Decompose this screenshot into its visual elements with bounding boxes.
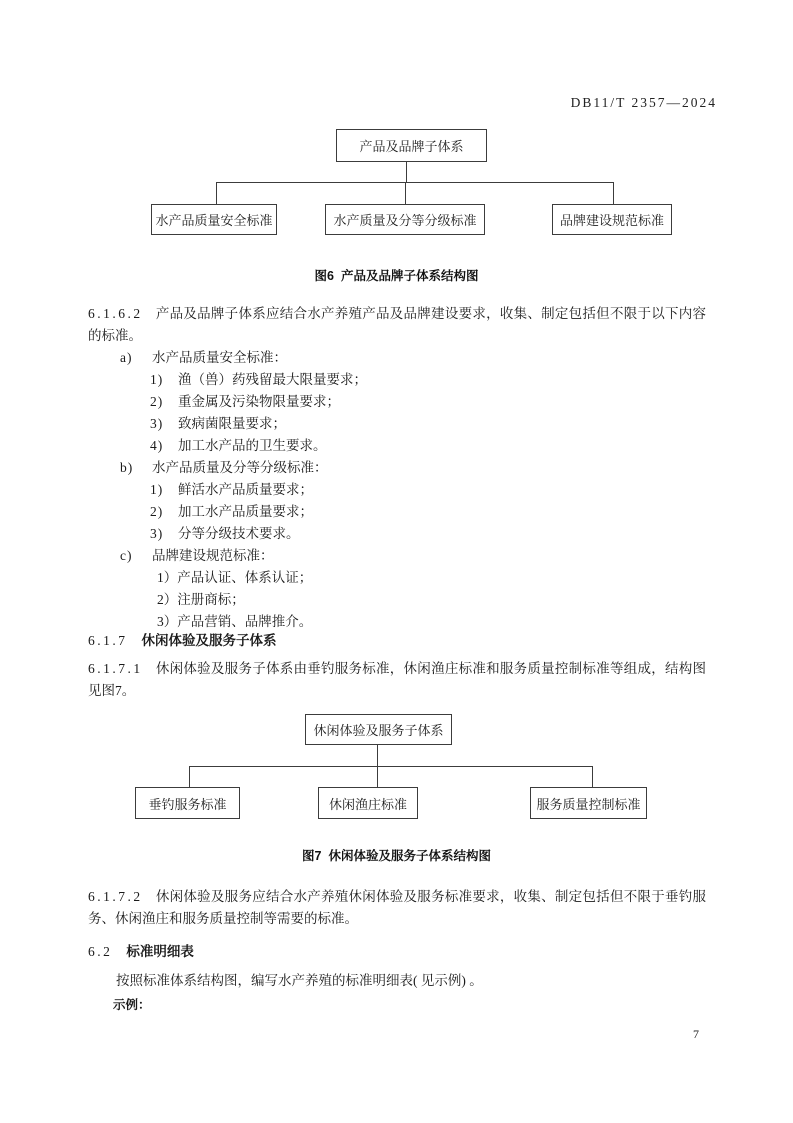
list-text: 加工水产品质量要求； (178, 504, 313, 519)
clause-6-1-7-1-paragraph (88, 658, 706, 702)
list-item-b1 (88, 479, 706, 501)
clause-number: 6.1.7.1 (88, 661, 143, 676)
clause-text: 休闲体验及服务应结合水产养殖休闲体验及服务标准要求，收集、制定包括但不限于垂钓服务、休闲渔庄和服务质量控制等需要的标准。 (88, 889, 706, 926)
list-text: 重金属及污染物限量要求； (178, 394, 340, 409)
figure7-drop-line-3 (592, 766, 593, 787)
list-item-b (88, 457, 706, 479)
list-marker: 1) (150, 482, 164, 497)
heading-number: 6.2 (88, 944, 113, 959)
list-marker: 3) (150, 526, 164, 541)
list-item-a1 (88, 369, 706, 391)
list-text: 3）产品营销、品牌推介。 (157, 614, 313, 629)
list-item-b3 (88, 523, 706, 545)
figure6-drop-line-3 (613, 182, 614, 204)
figure6-child-node-1: 水产品质量安全标准 (151, 204, 277, 235)
figure7-child-node-1: 垂钓服务标准 (135, 787, 240, 819)
figure7-diagram (0, 714, 793, 820)
heading-6-2 (88, 941, 706, 963)
list-label: 水产品质量安全标准： (152, 350, 287, 365)
list-item-c (88, 545, 706, 567)
figure7-child-node-3: 服务质量控制标准 (530, 787, 647, 819)
list-marker: 1) (150, 372, 164, 387)
example-label: 示例： (113, 998, 151, 1012)
clause-6-1-6-2-block (88, 303, 706, 633)
clause-6-1-7-1-block (88, 658, 706, 702)
heading-number: 6.1.7 (88, 633, 128, 648)
list-item-c2 (88, 589, 706, 611)
list-item-a4 (88, 435, 706, 457)
heading-title: 休闲体验及服务子体系 (141, 633, 277, 648)
figure7-drop-line-2 (377, 766, 378, 787)
clause-text: 休闲体验及服务子体系由垂钓服务标准，休闲渔庄标准和服务质量控制标准等组成，结构图见图7。 (88, 661, 706, 698)
list-marker: 3) (150, 416, 164, 431)
list-text: 2）注册商标； (157, 592, 245, 607)
paragraph-6-2: 按照标准体系结构图，编写水产养殖的标准明细表( 见示例) 。 (116, 973, 483, 988)
figure6-child-node-3: 品牌建设规范标准 (552, 204, 672, 235)
figure7-horizontal-line (189, 766, 593, 767)
figure6-drop-line-1 (216, 182, 217, 204)
figure7-drop-line-1 (189, 766, 190, 787)
heading-6-1-7 (88, 630, 706, 652)
figure7-stem-line (377, 745, 378, 766)
list-marker: b) (120, 460, 134, 475)
list-marker: 4) (150, 438, 164, 453)
figure6-stem-line (406, 162, 407, 182)
figure6-caption: 图6 产品及品牌子体系结构图 (314, 269, 479, 283)
figure6-child-node-2: 水产质量及分等分级标准 (325, 204, 485, 235)
clause-6-1-7-2-block (88, 886, 706, 930)
list-text: 鲜活水产品质量要求； (178, 482, 313, 497)
clause-text: 产品及品牌子体系应结合水产养殖产品及品牌建设要求，收集、制定包括但不限于以下内容的标准。 (88, 306, 706, 343)
list-text: 加工水产品的卫生要求。 (178, 438, 327, 453)
list-text: 致病菌限量要求； (178, 416, 286, 431)
page-number: 7 (693, 1027, 699, 1041)
clause-6-1-7-2-paragraph (88, 886, 706, 930)
clause-number: 6.1.7.2 (88, 889, 143, 904)
figure6-diagram (0, 129, 793, 236)
figure6-horizontal-line (216, 182, 614, 183)
list-marker: 2) (150, 394, 164, 409)
list-item-a3 (88, 413, 706, 435)
list-marker: 2) (150, 504, 164, 519)
figure6-drop-line-2 (405, 182, 406, 204)
list-item-a2 (88, 391, 706, 413)
list-item-b2 (88, 501, 706, 523)
figure7-root-node: 休闲体验及服务子体系 (305, 714, 452, 745)
heading-title: 标准明细表 (126, 944, 194, 959)
list-marker: c) (120, 548, 133, 563)
list-label: 水产品质量及分等分级标准： (152, 460, 328, 475)
clause-6-1-6-2-paragraph (88, 303, 706, 347)
doc-number: DB11/T 2357—2024 (570, 95, 717, 110)
list-marker: a) (120, 350, 133, 365)
list-item-c1 (88, 567, 706, 589)
figure7-caption: 图7 休闲体验及服务子体系结构图 (302, 849, 491, 863)
list-label: 品牌建设规范标准： (152, 548, 274, 563)
clause-number: 6.1.6.2 (88, 306, 143, 321)
list-item-a (88, 347, 706, 369)
list-text: 渔（兽）药残留最大限量要求； (178, 372, 367, 387)
list-text: 1）产品认证、体系认证； (157, 570, 313, 585)
figure7-child-node-2: 休闲渔庄标准 (318, 787, 418, 819)
figure6-root-node: 产品及品牌子体系 (336, 129, 487, 162)
list-text: 分等分级技术要求。 (178, 526, 300, 541)
